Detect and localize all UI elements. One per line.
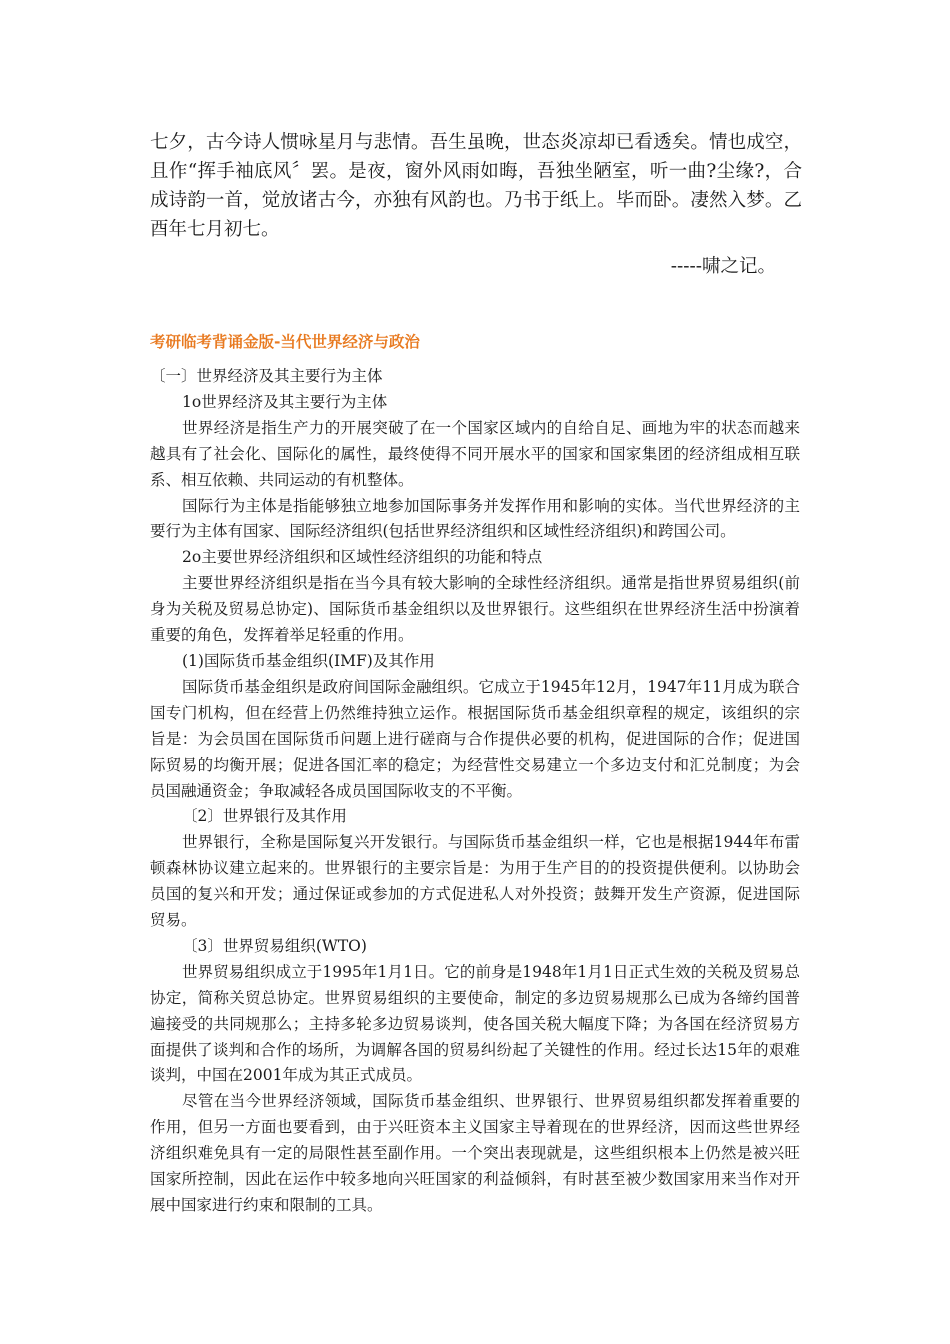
paragraph-wto: 世界贸易组织成立于1995年1月1日。它的前身是1948年1月1日正式生效的关税及贸易总协定，简称关贸总协定。世界贸易组织的主要使命，制定的多边贸易规那么已成为各缔约国普遍接受的共同规那么；主持多轮多边贸易谈判，使各国关税大幅度下降；为各国在经济贸易方面提供了谈判和合作的场所，为调解各国的贸易纠纷起了关键性的作用。经过长达15年的艰难谈判，中国在2001年成为其正式成员。 bbox=[150, 962, 800, 1085]
subheading-world-bank: 〔2〕世界银行及其作用 bbox=[182, 807, 347, 826]
heading-part-one: 〔一〕世界经济及其主要行为主体 bbox=[150, 367, 383, 385]
section-title: 考研临考背诵金版-当代世界经济与政治 bbox=[150, 333, 420, 351]
subheading-2: 2o主要世界经济组织和区域性经济组织的功能和特点 bbox=[182, 548, 543, 567]
intro-paragraph: 七夕，古今诗人惯咏星月与悲情。吾生虽晚，世态炎凉却已看透矣。情也成空，且作“挥手袖底风〞罢。是夜，窗外风雨如晦，吾独坐陋室，听一曲?尘缘?，合成诗韵一首，觉放诸古今，亦独有风韵也。乃书于纸上。毕而卧。凄然入梦。乙酉年七月初七。 bbox=[150, 132, 802, 240]
signature: -----啸之记。 bbox=[670, 256, 776, 277]
paragraph-conclusion: 尽管在当今世界经济领域，国际货币基金组织、世界银行、世界贸易组织都发挥着重要的作用，但另一方面也要看到，由于兴旺资本主义国家主导着现在的世界经济，因而这些世界经济组织难免具有一定的局限性甚至副作用。一个突出表现就是，这些组织根本上仍然是被兴旺国家所控制，因此在运作中较多地向兴旺国家的利益倾斜，有时甚至被少数国家用来当作对开展中国家进行约束和限制的工具。 bbox=[150, 1092, 800, 1214]
paragraph-world-bank: 世界银行，全称是国际复兴开发银行。与国际货币基金组织一样，它也是根据1944年布雷顿森林协议建立起来的。世界银行的主要宗旨是：为用于生产目的的投资提供便利。以协助会员国的复兴和开发；通过保证或参加的方式促进私人对外投资；鼓舞开发生产资源，促进国际贸易。 bbox=[150, 833, 800, 930]
paragraph-organizations: 主要世界经济组织是指在当今具有较大影响的全球性经济组织。通常是指世界贸易组织(前身为关税及贸易总协定)、国际货币基金组织以及世界银行。这些组织在世界经济生活中扮演着重要的角色，发挥着举足轻重的作用。 bbox=[150, 574, 800, 645]
article-body bbox=[150, 364, 800, 1219]
subheading-wto: 〔3〕世界贸易组织(WTO) bbox=[182, 936, 367, 955]
paragraph-actors: 国际行为主体是指能够独立地参加国际事务并发挥作用和影响的实体。当代世界经济的主要行为主体有国家、国际经济组织(包括世界经济组织和区域性经济组织)和跨国公司。 bbox=[150, 496, 800, 541]
subheading-1: 1o世界经济及其主要行为主体 bbox=[182, 392, 388, 411]
paragraph-imf: 国际货币基金组织是政府间国际金融组织。它成立于1945年12月，1947年11月成为联合国专门机构，但在经营上仍然维持独立运作。根据国际货币基金组织章程的规定，该组织的宗旨是：为会员国在国际货币问题上进行磋商与合作提供必要的机构，促进国际的合作；促进国际贸易的均衡开展；促进各国汇率的稳定；为经营性交易建立一个多边支付和汇兑制度；为会员国融通资金；争取减轻各成员国国际收支的不平衡。 bbox=[150, 677, 800, 800]
paragraph-world-economy: 世界经济是指生产力的开展突破了在一个国家区域内的自给自足、画地为牢的状态而越来越具有了社会化、国际化的属性，最终使得不同开展水平的国家和国家集团的经济组成相互联系、相互依赖、共同运动的有机整体。 bbox=[150, 418, 800, 489]
subheading-imf: (1)国际货币基金组织(IMF)及其作用 bbox=[182, 651, 435, 670]
